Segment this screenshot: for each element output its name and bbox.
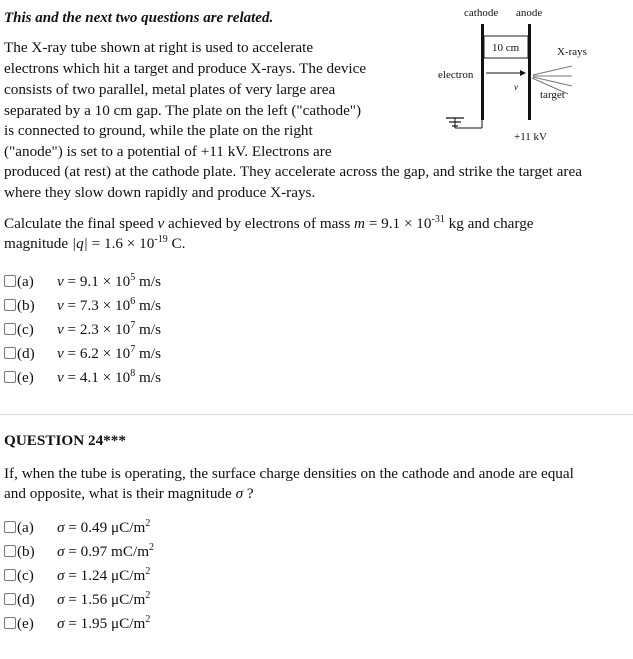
q1-choice-a[interactable] [4,272,161,292]
choice-letter: (c) [17,567,34,584]
target-label: target [540,89,565,101]
cathode-plate [481,24,484,120]
choice-letter: (b) [17,297,35,314]
choice-unit: m/s [135,273,161,290]
choice-value: = 7.3 × 10 [63,297,131,314]
mass-exponent: -31 [431,213,445,225]
charge-exponent: -19 [154,233,168,245]
choice-value: = 1.95 μC/m [64,615,146,632]
choice-exponent: 2 [145,565,151,577]
cathode-label: cathode [464,7,499,19]
xray-line [533,66,572,75]
checkbox[interactable] [4,617,16,629]
choice-value: = 1.24 μC/m [64,567,146,584]
prompt-text: achieved by electrons of mass [164,215,355,232]
choice-exponent: 5 [130,271,136,283]
paragraph-line: electrons which hit a target and produce X-rays. The device [4,60,367,77]
prompt-text: and opposite, what is their magnitude [4,485,236,502]
xray-tube-diagram [430,0,630,150]
choice-exponent: 8 [130,367,136,379]
choice-value: = 1.56 μC/m [64,591,146,608]
divider [0,414,633,415]
question-1-prompt [4,214,624,254]
checkbox[interactable] [4,545,16,557]
q1-choice-e[interactable] [4,368,161,388]
choice-unit: m/s [135,297,161,314]
var-symbol: σ [57,591,65,608]
q2-choice-e[interactable] [4,614,150,634]
checkbox[interactable] [4,275,16,287]
choice-exponent: 2 [149,541,155,553]
paragraph-line: The X-ray tube shown at right is used to accelerate [4,39,314,56]
paragraph-line: ("anode") is set to a potential of +11 kV. Electrons are [4,143,332,160]
var-symbol: σ [57,519,65,536]
choice-value: = 4.1 × 10 [63,369,131,386]
choice-letter: (e) [17,369,34,386]
checkbox[interactable] [4,371,16,383]
anode-label: anode [516,7,543,19]
choice-exponent: 2 [145,589,151,601]
mass-value: = 9.1 × 10 [365,215,432,232]
gap-label: 10 cm [492,42,520,54]
checkbox[interactable] [4,593,16,605]
var-symbol: v [157,215,165,232]
prompt-text: magnitude [4,235,72,252]
q1-choice-c[interactable] [4,320,161,340]
choice-exponent: 2 [145,613,151,625]
choice-letter: (a) [17,519,34,536]
voltage-label: +11 kV [514,131,547,143]
var-symbol: |q| [71,235,88,252]
var-symbol: v [57,297,64,314]
charge-value: = 1.6 × 10 [87,235,155,252]
electron-label: electron [438,69,474,81]
choice-unit: m/s [135,369,161,386]
choice-value: = 9.1 × 10 [63,273,131,290]
charge-unit: C. [167,235,186,252]
prompt-text: Calculate the final speed [4,215,158,232]
var-symbol: σ [235,485,244,502]
intro-heading: This and the next two questions are related. [4,10,274,26]
var-symbol: σ [57,567,65,584]
checkbox[interactable] [4,569,16,581]
anode-plate [528,24,531,120]
paragraph-line: consists of two parallel, metal plates of very large area [4,81,336,98]
checkbox[interactable] [4,347,16,359]
checkbox[interactable] [4,323,16,335]
paragraph-line: separated by a 10 cm gap. The plate on the left ("cathode") [4,102,362,119]
q2-choice-b[interactable] [4,542,154,562]
var-symbol: v [57,369,64,386]
paragraph-line: is connected to ground, while the plate on the right [4,122,313,139]
var-symbol: σ [57,543,65,560]
choice-letter: (b) [17,543,35,560]
q1-choice-d[interactable] [4,344,161,364]
paragraph-line: where they slow down rapidly and produce X-rays. [4,184,316,201]
choice-value: = 0.97 mC/m [64,543,150,560]
q2-choice-c[interactable] [4,566,150,586]
choice-letter: (d) [17,591,35,608]
paragraph-line: produced (at rest) at the cathode plate. They accelerate across the gap, and strike the target area [4,163,582,180]
xrays-label: X-rays [557,46,587,58]
question-24-heading: QUESTION 24*** [4,432,126,449]
choice-value: = 0.49 μC/m [64,519,146,536]
choice-unit: m/s [135,321,161,338]
choice-letter: (a) [17,273,34,290]
prompt-text: ? [243,485,254,502]
choice-exponent: 2 [145,517,151,529]
q1-choice-b[interactable] [4,296,161,316]
var-symbol: v [57,273,64,290]
q2-choice-a[interactable] [4,518,150,538]
choice-unit: m/s [135,345,161,362]
q2-choice-d[interactable] [4,590,150,610]
prompt-text: If, when the tube is operating, the surface charge densities on the cathode and anode are equal [4,465,574,482]
choice-letter: (e) [17,615,34,632]
var-symbol: v [57,321,64,338]
mass-unit: kg and charge [444,215,534,232]
var-symbol: σ [57,615,65,632]
choice-exponent: 6 [130,295,136,307]
choice-value: = 6.2 × 10 [63,345,131,362]
choice-exponent: 7 [130,319,136,331]
checkbox[interactable] [4,299,16,311]
arrow-head-icon [520,70,526,76]
choice-letter: (d) [17,345,35,362]
var-symbol: v [57,345,64,362]
choice-value: = 2.3 × 10 [63,321,131,338]
v-label: v [514,82,518,92]
choice-exponent: 7 [130,343,136,355]
var-symbol: m [354,215,365,232]
question-24-prompt [4,464,624,504]
checkbox[interactable] [4,521,16,533]
choice-letter: (c) [17,321,34,338]
